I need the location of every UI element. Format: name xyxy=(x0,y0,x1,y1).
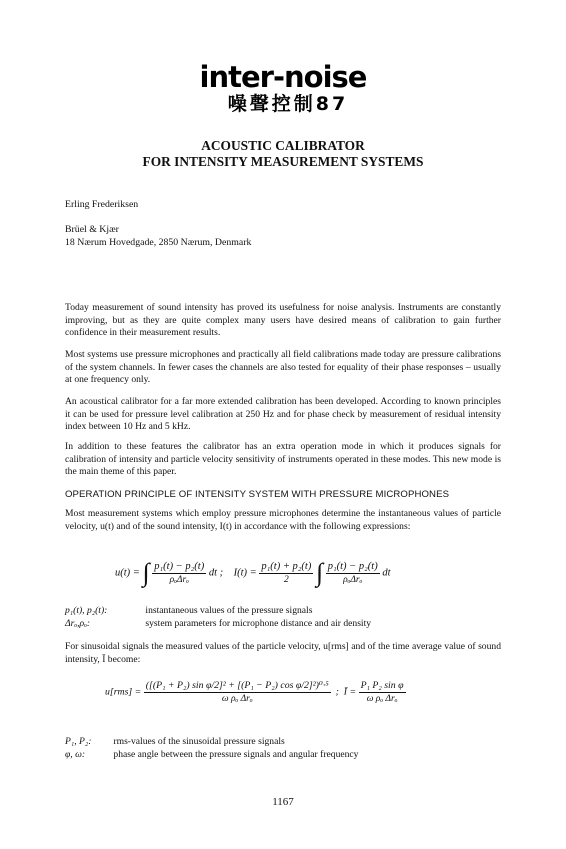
logo-wordmark: inter-noise xyxy=(199,60,367,94)
eq1-i-denominator-2: ρₒΔrₒ xyxy=(343,575,363,585)
eq2-i-lhs: Ī = xyxy=(343,686,357,698)
definition-symbol: Δrₒ,ρₒ: xyxy=(65,617,91,629)
definition-text: system parameters for microphone distance and air density xyxy=(145,617,372,629)
eq2-u-lhs: u[rms] = xyxy=(105,686,142,698)
definition-row xyxy=(65,736,358,749)
eq1-u-fraction xyxy=(152,561,206,585)
eq2-i-numerator: P₁ P₂ sin φ xyxy=(360,680,404,691)
definition-text: rms-values of the sinusoidal pressure signals xyxy=(113,736,285,747)
definition-text: phase angle between the pressure signals and angular frequency xyxy=(113,748,359,760)
paragraph-3: An acoustical calibrator for a far more extended calibration has been developed. According to known principles it can be used for pressure level calibration at 250 Hz and for phase check by measurement of residual intensity index between 10 Hz and 5 kHz. xyxy=(65,396,501,433)
section-paragraph: Most measurement systems which employ pressure microphones determine the instantaneous values of particle velocity, u(t) and of the sound intensity, I(t) in accordance with the following expressions: xyxy=(65,508,501,532)
eq2-u-denominator: ω ρₒ Δrₒ xyxy=(221,694,253,704)
sinusoidal-paragraph: For sinusoidal signals the measured values of the particle velocity, u[rms] and of the time average value of sound intensity, Ī become: xyxy=(65,641,501,665)
title-line-2: FOR INTENSITY MEASUREMENT SYSTEMS xyxy=(142,154,424,169)
definition-row xyxy=(65,749,358,762)
definition-symbol: φ, ω: xyxy=(65,748,86,760)
eq2-separator: ; xyxy=(335,686,339,698)
integral-sign: ∫ xyxy=(142,558,150,587)
eq1-u-numerator: p₁(t) − p₂(t) xyxy=(154,561,205,572)
definitions-2 xyxy=(65,736,358,761)
paragraph-4: In addition to these features the calibrator has an extra operation mode in which it produces signals for calibration of intensity and particle velocity sensitivity of instruments operated in these modes. This new mode is the main theme of this paper. xyxy=(65,441,501,478)
section-heading: OPERATION PRINCIPLE OF INTENSITY SYSTEM WITH PRESSURE MICROPHONES xyxy=(65,489,450,500)
definition-symbol: p₁(t), p₂(t): xyxy=(65,605,108,616)
eq2-i-denominator: ω ρₒ Δrₒ xyxy=(366,694,398,704)
definition-text: instantaneous values of the pressure signals xyxy=(145,605,313,616)
eq1-i-fraction-2 xyxy=(326,561,380,585)
paragraph-2: Most systems use pressure microphones and practically all field calibrations made today are pressure calibrations of the system channels. In fewer cases the channels are also tested for equality of their phase responses – usually at one frequency only. xyxy=(65,349,501,386)
integral-sign: ∫ xyxy=(315,558,324,587)
eq2-i-fraction xyxy=(359,680,406,704)
eq1-u-dt: dt ; xyxy=(208,567,224,579)
eq1-i-lhs: I(t) = xyxy=(233,567,257,579)
author-name: Erling Frederiksen xyxy=(65,199,139,210)
equation-instantaneous xyxy=(115,558,391,588)
eq1-u-lhs: u(t) = xyxy=(115,567,140,579)
eq1-i-numerator-1: p₁(t) + p₂(t) xyxy=(261,561,312,572)
affiliation-company: Brüel & Kjær xyxy=(65,224,119,235)
definition-row xyxy=(65,605,371,618)
definitions-1 xyxy=(65,605,371,630)
eq2-u-fraction xyxy=(144,680,331,704)
page-number: 1167 xyxy=(272,796,294,808)
affiliation-address: 18 Nærum Hovedgade, 2850 Nærum, Denmark xyxy=(65,236,252,248)
conference-logo xyxy=(0,62,566,116)
title-line-1: ACOUSTIC CALIBRATOR xyxy=(201,138,365,153)
logo-chinese-text: 噪聲控制87 xyxy=(227,93,349,115)
definition-symbol: P₁, P₂: xyxy=(65,736,92,747)
eq1-i-fraction-1 xyxy=(259,561,313,585)
eq1-u-denominator: ρₒΔrₒ xyxy=(169,575,189,585)
author-affiliation xyxy=(65,224,251,249)
eq2-u-numerator: ([(P₁ + P₂) sin φ/2]² + [(P₁ − P₂) cos φ/2]²)⁰·⁵ xyxy=(145,680,329,691)
paper-title xyxy=(0,138,566,170)
equation-rms xyxy=(105,680,406,704)
eq1-i-numerator-2: p₁(t) − p₂(t) xyxy=(327,561,378,572)
eq1-i-denominator-1: 2 xyxy=(284,575,289,585)
eq1-i-dt: dt xyxy=(382,567,391,579)
definition-row xyxy=(65,618,371,631)
paragraph-1: Today measurement of sound intensity has proved its usefulness for noise analysis. Instruments are constantly improving, but as they are quite complex many users have desired means of calibration to gain further confidence in their measurement results. xyxy=(65,302,501,339)
